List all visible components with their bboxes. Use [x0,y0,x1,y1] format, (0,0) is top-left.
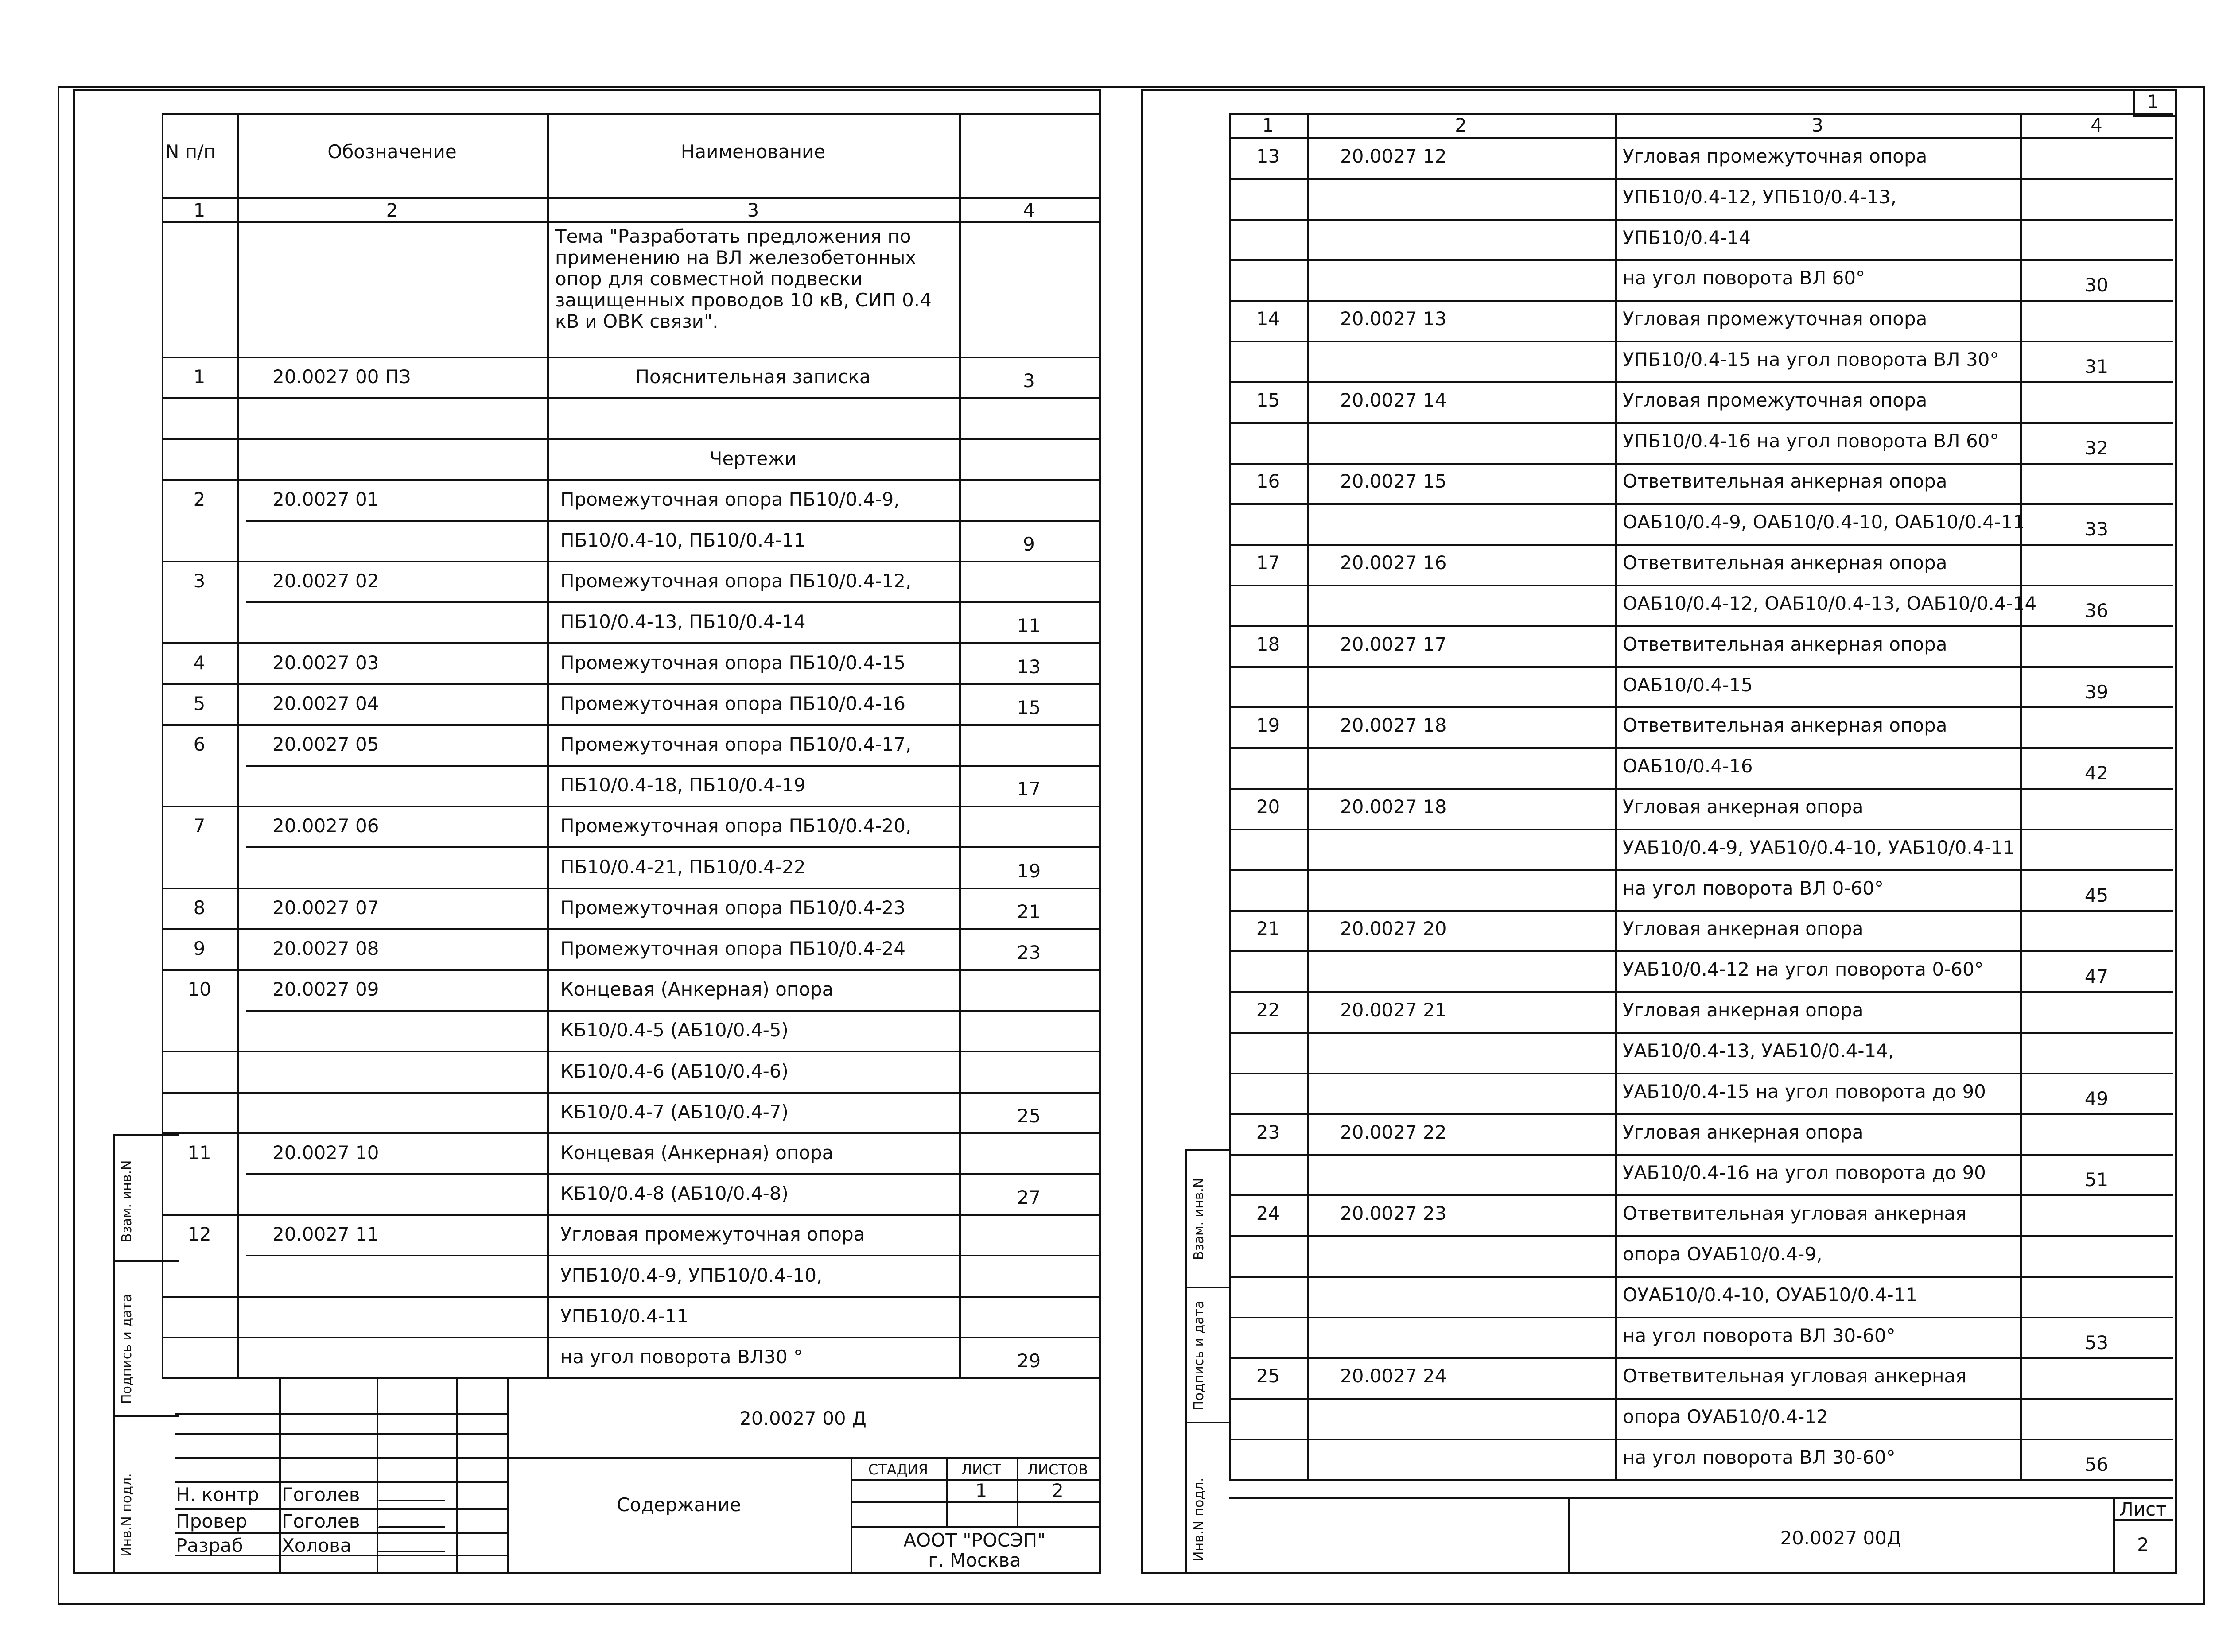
row-number: 12 [187,1223,211,1245]
row-designation: 20.0027 20 [1340,918,1447,940]
row-title: опора ОУАБ10/0.4-9, [1623,1243,1823,1265]
row-number: 17 [1256,552,1280,574]
row-title: Угловая промежуточная опора [560,1223,865,1245]
stamp-role: Разраб [176,1535,243,1556]
row-designation: 20.0027 05 [272,733,379,755]
row-title: Пояснительная записка [635,366,871,388]
stamp-stage-label: СТАДИЯ [868,1461,928,1478]
row-number: 16 [1256,470,1280,492]
row-number: 3 [193,570,206,592]
stamp-sheets-count: 2 [1052,1480,1064,1501]
row-number: 10 [187,978,211,1001]
row-page: 17 [1017,778,1041,800]
row-title: на угол поворота ВЛ 30-60° [1623,1324,1896,1346]
row-title: УАБ10/0.4-12 на угол поворота 0-60° [1623,958,1984,981]
stamp-person: Холова [282,1535,352,1556]
row-page: 42 [2084,762,2109,784]
row-title: Угловая анкерная опора [1623,999,1864,1021]
row-title: Промежуточная опора ПБ10/0.4-23 [560,896,905,919]
row-number: 11 [187,1141,211,1163]
row-number: 19 [1256,714,1280,737]
row-page: 39 [2084,681,2109,703]
stamp-person: Гоголев [282,1484,360,1505]
row-title: ОУАБ10/0.4-10, ОУАБ10/0.4-11 [1623,1284,1918,1306]
side-label-signature-date: Подпись и дата [1191,1300,1207,1411]
row-title: УПБ10/0.4-11 [560,1305,688,1327]
row-title: УПБ10/0.4-16 на угол поворота ВЛ 60° [1623,430,1999,452]
row-title: Промежуточная опора ПБ10/0.4-9, [560,488,900,510]
row-title: опора ОУАБ10/0.4-12 [1623,1406,1828,1428]
row-title: Угловая промежуточная опора [1623,308,1927,330]
row-number: 2 [193,488,206,510]
row-number: 5 [193,692,206,714]
row-title: УАБ10/0.4-13, УАБ10/0.4-14, [1623,1039,1894,1062]
row-page: 36 [2084,599,2109,621]
row-designation: 20.0027 17 [1340,633,1447,655]
row-title: Промежуточная опора ПБ10/0.4-17, [560,733,912,755]
row-page: 51 [2084,1169,2109,1191]
outer-frame [58,86,2205,1605]
header-name: Наименование [680,141,826,163]
row-designation: 20.0027 13 [1340,308,1447,330]
row-title: КБ10/0.4-7 (АБ10/0.4-7) [560,1101,789,1123]
row-number: 8 [193,896,206,919]
row-title: ПБ10/0.4-18, ПБ10/0.4-19 [560,774,806,796]
side-label-replaced-inv: Взам. инв.N [119,1160,135,1242]
row-title: УАБ10/0.4-9, УАБ10/0.4-10, УАБ10/0.4-11 [1623,836,2015,858]
colnum-4: 4 [2091,114,2102,136]
header-num: N п/п [165,141,216,163]
row-title: Ответвительная угловая анкерная [1623,1202,1967,1225]
row-title: Угловая промежуточная опора [1623,145,1927,167]
row-title: ОАБ10/0.4-15 [1623,674,1753,696]
row-title: на угол поворота ВЛ30 ° [560,1346,803,1368]
row-designation: 20.0027 15 [1340,470,1447,492]
row-page: 30 [2084,274,2109,296]
row-number: 13 [1256,145,1280,167]
row-title: на угол поворота ВЛ 0-60° [1623,877,1884,899]
stamp-sheet-label: ЛИСТ [961,1461,1001,1478]
row-title: Ответвительная угловая анкерная [1623,1365,1967,1387]
row-page: 9 [1023,533,1035,555]
side-label-replaced-inv: Взам. инв.N [1191,1178,1207,1260]
row-designation: 20.0027 21 [1340,999,1447,1021]
colnum-1: 1 [1262,114,1274,136]
row-title: Ответвительная анкерная опора [1623,714,1947,737]
row-designation: 20.0027 01 [272,488,379,510]
row-page: 56 [2084,1454,2109,1476]
row-designation: 20.0027 10 [272,1141,379,1163]
stamp-code: 20.0027 00Д [1780,1527,1901,1549]
row-title: Ответвительная анкерная опора [1623,470,1947,492]
side-label-original-inv: Инв.N подл. [1191,1477,1207,1561]
stamp-role: Провер [176,1510,248,1532]
colnum-2: 2 [386,199,398,221]
stamp-organization: АООТ "РОСЭП" [903,1529,1046,1551]
row-designation: 20.0027 11 [272,1223,379,1245]
row-number: 21 [1256,918,1280,940]
colnum-4: 4 [1023,199,1035,221]
row-designation: 20.0027 02 [272,570,379,592]
stamp-sheet-label: Лист [2119,1498,2167,1520]
stamp-code: 20.0027 00 Д [739,1408,867,1429]
row-title: Промежуточная опора ПБ10/0.4-20, [560,815,912,837]
stamp-sheet-number: 1 [975,1480,987,1501]
stamp-role: Н. контр [176,1484,259,1505]
row-page: 49 [2084,1087,2109,1109]
row-number: 7 [193,815,206,837]
row-number: 23 [1256,1121,1280,1143]
row-page: 23 [1017,941,1041,963]
row-title: ОАБ10/0.4-9, ОАБ10/0.4-10, ОАБ10/0.4-11 [1623,511,2025,533]
row-number: 25 [1256,1365,1280,1387]
stamp-city: г. Москва [928,1549,1021,1571]
row-title: КБ10/0.4-5 (АБ10/0.4-5) [560,1019,789,1041]
row-title: Промежуточная опора ПБ10/0.4-24 [560,937,905,959]
row-designation: 20.0027 22 [1340,1121,1447,1143]
theme-text: Тема "Разработать предложения по применению на ВЛ железобетонных опор для совместной подвески защищенных проводов 10 кВ, СИП 0.4 кВ и ОВК связи". [555,225,932,332]
row-designation: 20.0027 06 [272,815,379,837]
row-number: 15 [1256,389,1280,411]
row-page: 15 [1017,696,1041,718]
row-title: ПБ10/0.4-21, ПБ10/0.4-22 [560,856,806,878]
row-page: 13 [1017,655,1041,678]
row-designation: 20.0027 08 [272,937,379,959]
row-title: ОАБ10/0.4-16 [1623,755,1753,777]
row-designation: 20.0027 12 [1340,145,1447,167]
row-title: Промежуточная опора ПБ10/0.4-15 [560,651,905,674]
row-title: Концевая (Анкерная) опора [560,1141,834,1163]
row-title: КБ10/0.4-6 (АБ10/0.4-6) [560,1060,789,1082]
row-title: на угол поворота ВЛ 60° [1623,267,1865,289]
stamp-sheets-label: ЛИСТОВ [1027,1461,1088,1478]
row-designation: 20.0027 18 [1340,796,1447,818]
row-page: 31 [2084,356,2109,377]
row-title: на угол поворота ВЛ 30-60° [1623,1446,1896,1469]
row-designation: 20.0027 23 [1340,1202,1447,1225]
colnum-3: 3 [747,199,759,221]
row-page: 21 [1017,900,1041,923]
row-number: 4 [193,651,206,674]
row-title: Чертежи [709,447,797,469]
stamp-sheet-number: 2 [2137,1534,2149,1555]
row-page: 11 [1017,615,1041,637]
row-designation: 20.0027 04 [272,692,379,714]
colnum-1: 1 [193,199,206,221]
row-page: 27 [1017,1187,1041,1209]
row-title: Угловая анкерная опора [1623,1121,1864,1143]
row-title: Угловая анкерная опора [1623,796,1864,818]
row-designation: 20.0027 14 [1340,389,1447,411]
header-designation: Обозначение [327,141,457,163]
row-number: 14 [1256,308,1280,330]
row-title: Промежуточная опора ПБ10/0.4-16 [560,692,905,714]
row-title: ПБ10/0.4-13, ПБ10/0.4-14 [560,611,806,633]
row-number: 1 [193,366,206,388]
row-designation: 20.0027 09 [272,978,379,1001]
side-label-signature-date: Подпись и дата [119,1294,135,1404]
row-designation: 20.0027 03 [272,651,379,674]
row-number: 22 [1256,999,1280,1021]
stamp-title: Содержание [617,1494,741,1516]
side-label-original-inv: Инв.N подл. [119,1473,135,1557]
row-title: ОАБ10/0.4-12, ОАБ10/0.4-13, ОАБ10/0.4-14 [1623,592,2037,614]
row-title: Ответвительная анкерная опора [1623,633,1947,655]
row-title: Угловая промежуточная опора [1623,389,1927,411]
row-title: Угловая анкерная опора [1623,918,1864,940]
row-page: 29 [1017,1350,1041,1372]
row-title: ПБ10/0.4-10, ПБ10/0.4-11 [560,529,806,551]
row-page: 47 [2084,966,2109,988]
row-page: 45 [2084,884,2109,906]
stamp-person: Гоголев [282,1510,360,1532]
row-title: УПБ10/0.4-15 на угол поворота ВЛ 30° [1623,349,1999,370]
row-title: УПБ10/0.4-12, УПБ10/0.4-13, [1623,186,1897,208]
row-number: 9 [193,937,206,959]
colnum-3: 3 [1811,114,1823,136]
row-title: УПБ10/0.4-14 [1623,226,1751,248]
row-page: 25 [1017,1105,1041,1127]
row-page: 53 [2084,1331,2109,1353]
row-number: 20 [1256,796,1280,818]
row-number: 6 [193,733,206,755]
row-number: 18 [1256,633,1280,655]
row-title: УАБ10/0.4-16 на угол поворота до 90 [1623,1162,1986,1184]
row-designation: 20.0027 18 [1340,714,1447,737]
row-title: Концевая (Анкерная) опора [560,978,834,1001]
row-page: 33 [2084,518,2109,540]
row-title: КБ10/0.4-8 (АБ10/0.4-8) [560,1183,789,1205]
row-title: УПБ10/0.4-9, УПБ10/0.4-10, [560,1264,823,1286]
row-title: Промежуточная опора ПБ10/0.4-12, [560,570,912,592]
colnum-2: 2 [1455,114,1467,136]
row-designation: 20.0027 16 [1340,552,1447,574]
row-page: 32 [2084,437,2109,459]
corner-sheet-number: 1 [2147,91,2159,112]
row-designation: 20.0027 00 ПЗ [272,366,411,388]
row-title: УАБ10/0.4-15 на угол поворота до 90 [1623,1080,1986,1102]
row-page: 19 [1017,860,1041,882]
row-designation: 20.0027 07 [272,896,379,919]
row-number: 24 [1256,1202,1280,1225]
row-title: Ответвительная анкерная опора [1623,552,1947,574]
row-page: 3 [1023,370,1035,392]
row-designation: 20.0027 24 [1340,1365,1447,1387]
